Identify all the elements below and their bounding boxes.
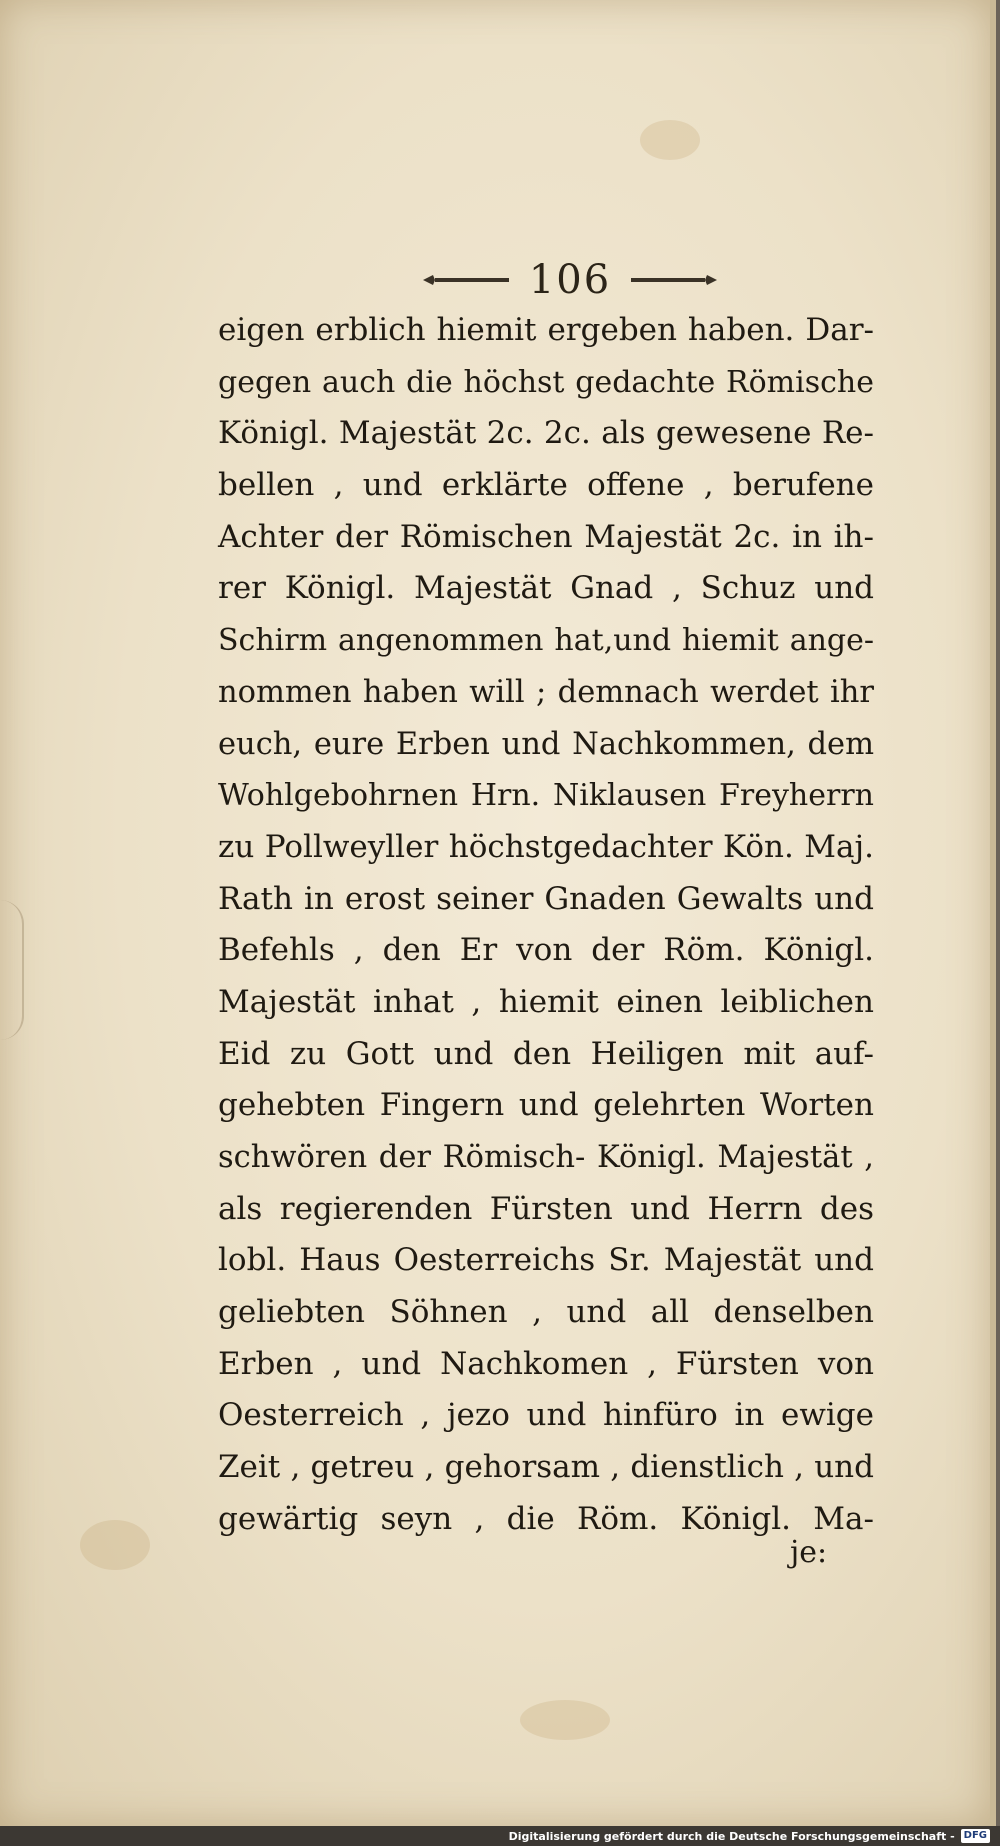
text-line: euch, eure Erben und Nachkommen, dem [218, 726, 874, 762]
text-line: bellen , und erklärte offene , berufene [218, 467, 874, 504]
text-line: Rath in erost seiner Gnaden Gewalts und [218, 880, 874, 917]
text-line: nommen haben will ; demnach werdet ihr [218, 674, 874, 710]
page-number: 106 [528, 257, 612, 303]
footer-credit: Digitalisierung gefördert durch die Deutsche Forschungsgemeinschaft - [508, 1829, 955, 1843]
text-line: schwören der Römisch- Königl. Majestät , [218, 1140, 874, 1175]
page-crease [0, 900, 24, 1040]
text-line: zu Pollweyller höchstgedachter Kön. Maj. [218, 828, 874, 865]
text-line: Befehls , den Er von der Röm. Königl. [218, 932, 874, 969]
text-line: Majestät inhat , hiemit einen leiblichen [218, 983, 874, 1020]
text-line: Zeit , getreu , gehorsam , dienstlich , und [218, 1449, 874, 1486]
text-line: Schirm angenommen hat,und hiemit ange- [218, 623, 874, 659]
text-line: eigen erblich hiemit ergeben haben. Dar- [218, 312, 874, 348]
text-line: Eid zu Gott und den Heiligen mit auf- [218, 1035, 874, 1072]
text-line: gegen auch die höchst gedachte Römische [218, 364, 874, 400]
text-line: Achter der Römischen Majestät 2c. in ih- [218, 518, 874, 555]
left-ornament-icon [421, 274, 511, 286]
catchword: je: [790, 1535, 828, 1570]
page-header [400, 255, 740, 305]
text-line: gehebten Fingern und gelehrten Worten [218, 1087, 874, 1124]
right-ornament-icon [629, 274, 719, 286]
paper-stain [640, 120, 700, 160]
dfg-logo: DFG [961, 1829, 990, 1843]
text-line: geliebten Söhnen , und all denselben [218, 1294, 874, 1331]
body-text [218, 305, 874, 1546]
paper-stain [80, 1520, 150, 1570]
digitization-footer [0, 1826, 1000, 1846]
text-line: lobl. Haus Oesterreichs Sr. Majestät und [218, 1242, 874, 1279]
text-line: Königl. Majestät 2c. 2c. als gewesene Re- [218, 415, 874, 452]
text-line: Oesterreich , jezo und hinfüro in ewige [218, 1397, 874, 1434]
paper-stain [520, 1700, 610, 1740]
text-line: rer Königl. Majestät Gnad , Schuz und [218, 570, 874, 607]
text-line: als regierenden Fürsten und Herrn des [218, 1190, 874, 1227]
text-line: Wohlgebohrnen Hrn. Niklausen Freyherrn [218, 778, 874, 814]
text-line: gewärtig seyn , die Röm. Königl. Ma- [218, 1500, 874, 1537]
text-line: Erben , und Nachkomen , Fürsten von [218, 1345, 874, 1382]
